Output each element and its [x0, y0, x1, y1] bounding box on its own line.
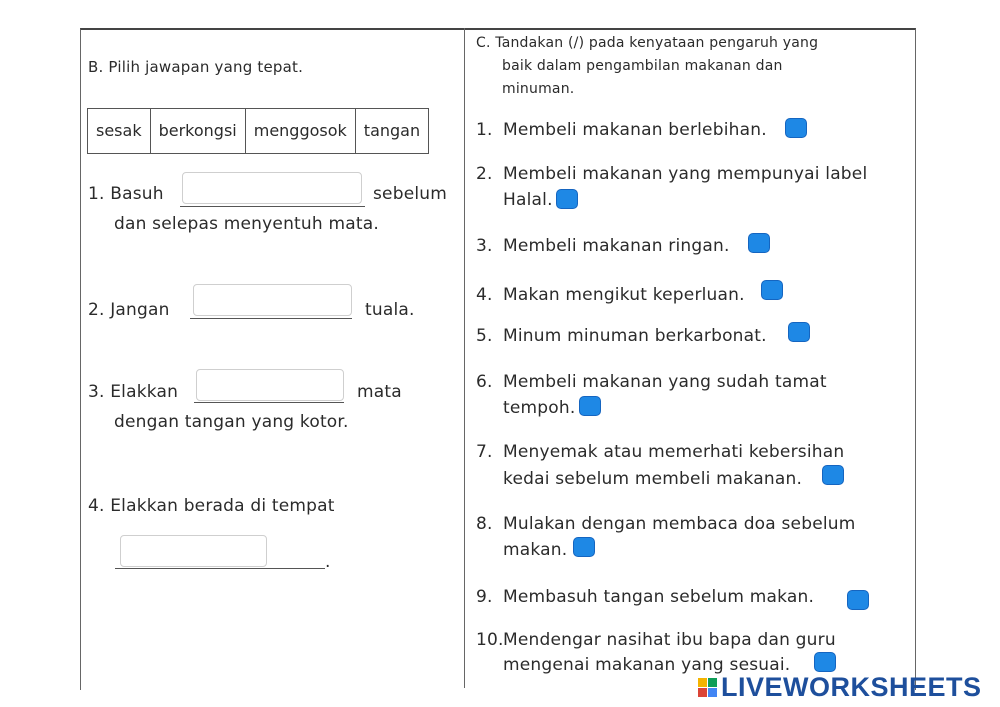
q1-underline — [180, 206, 365, 207]
word-bank-item: sesak — [88, 109, 151, 153]
q2-answer-field[interactable] — [193, 284, 352, 316]
q4-text-after: . — [325, 552, 331, 572]
item-number: 2. — [476, 164, 493, 184]
item-10-text-line2: mengenai makanan yang sesuai. — [503, 655, 791, 675]
word-bank-item: tangan — [363, 121, 421, 140]
q1-text-after: sebelum — [373, 184, 448, 204]
section-c-heading-line2: baik dalam pengambilan makanan dan — [502, 58, 783, 74]
q3-underline — [194, 402, 344, 403]
item-2-text: Membeli makanan yang mempunyai label — [503, 164, 868, 184]
item-number: 5. — [476, 326, 493, 346]
item-1-checkbox[interactable] — [785, 118, 807, 138]
item-7-text-line2: kedai sebelum membeli makanan. — [503, 469, 803, 489]
q1-text-before: 1. Basuh — [88, 184, 164, 204]
liveworksheets-logo — [698, 672, 982, 702]
q3-text-before: 3. Elakkan — [88, 382, 179, 402]
column-divider — [464, 28, 465, 688]
item-4-text: Makan mengikut keperluan. — [503, 285, 745, 305]
item-6-text-line2: tempoh. — [503, 398, 576, 418]
q3-text-after: mata — [357, 382, 402, 402]
q4-answer-field[interactable] — [120, 535, 267, 567]
item-7-text: Menyemak atau memerhati kebersihan — [503, 442, 845, 462]
q2-underline — [190, 318, 352, 319]
item-5-checkbox[interactable] — [788, 322, 810, 342]
item-number: 9. — [476, 587, 493, 607]
q1-answer-field[interactable] — [182, 172, 362, 204]
item-3-checkbox[interactable] — [748, 233, 770, 253]
item-10-checkbox[interactable] — [814, 652, 836, 672]
item-6-checkbox[interactable] — [579, 396, 601, 416]
item-1-text: Membeli makanan berlebihan. — [503, 120, 767, 140]
item-9-text: Membasuh tangan sebelum makan. — [503, 587, 815, 607]
logo-text: LIVEWORKSHEETS — [721, 671, 982, 702]
item-8-checkbox[interactable] — [573, 537, 595, 557]
q4-text-before: 4. Elakkan berada di tempat — [88, 496, 335, 516]
item-number: 6. — [476, 372, 493, 392]
q3-answer-field[interactable] — [196, 369, 344, 401]
item-8-text-line2: makan. — [503, 540, 568, 560]
item-5-text: Minum minuman berkarbonat. — [503, 326, 767, 346]
logo-grid-icon — [698, 678, 717, 697]
q2-text-before: 2. Jangan — [88, 300, 170, 320]
item-number: 3. — [476, 236, 493, 256]
section-b-heading: B. Pilih jawapan yang tepat. — [88, 58, 304, 76]
q2-text-after: tuala. — [365, 300, 415, 320]
word-bank — [87, 108, 429, 154]
item-10-text: Mendengar nasihat ibu bapa dan guru — [503, 630, 836, 650]
item-number: 4. — [476, 285, 493, 305]
q1-text-line2: dan selepas menyentuh mata. — [114, 214, 379, 234]
section-c-heading-line3: minuman. — [502, 81, 575, 97]
item-number: 1. — [476, 120, 493, 140]
item-3-text: Membeli makanan ringan. — [503, 236, 730, 256]
item-number: 7. — [476, 442, 493, 462]
item-2-checkbox[interactable] — [556, 189, 578, 209]
word-bank-item: berkongsi — [151, 109, 246, 153]
item-9-checkbox[interactable] — [847, 590, 869, 610]
q3-text-line2: dengan tangan yang kotor. — [114, 412, 349, 432]
item-8-text: Mulakan dengan membaca doa sebelum — [503, 514, 856, 534]
item-6-text: Membeli makanan yang sudah tamat — [503, 372, 827, 392]
item-number: 10. — [476, 630, 504, 650]
item-4-checkbox[interactable] — [761, 280, 783, 300]
item-7-checkbox[interactable] — [822, 465, 844, 485]
item-number: 8. — [476, 514, 493, 534]
q4-underline — [115, 568, 325, 569]
word-bank-item: menggosok — [246, 109, 356, 153]
section-c-heading-line1: C. Tandakan (/) pada kenyataan pengaruh yang — [476, 35, 819, 51]
item-2-text-line2: Halal. — [503, 190, 553, 210]
